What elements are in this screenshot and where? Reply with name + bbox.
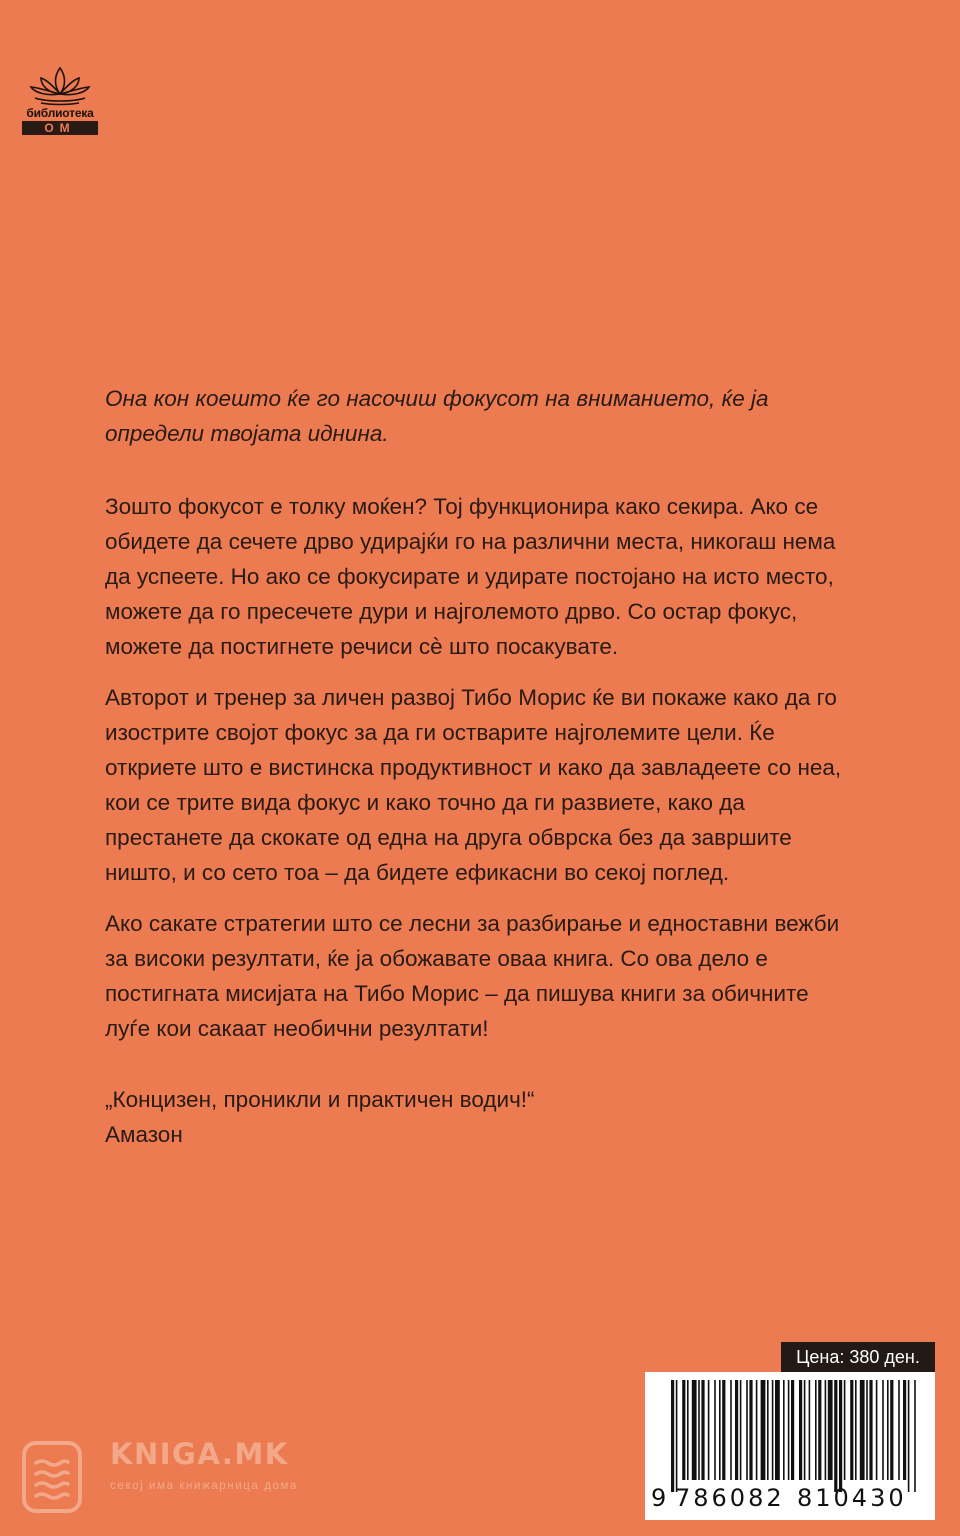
barcode-bar [839,1380,842,1492]
barcode-bar [772,1380,774,1480]
review-quote: „Концизен, проникли и практичен водич!“ [105,1087,535,1112]
series-label: ОМ [22,121,98,135]
barcode-bar [692,1380,697,1480]
book-stack-icon [22,1441,82,1513]
barcode-bar [809,1380,811,1480]
barcode-bar [908,1380,910,1492]
barcode-bar [687,1380,689,1480]
barcode-bar [735,1380,738,1480]
barcode-bar [898,1380,900,1480]
barcode-bar [825,1380,827,1480]
store-tagline: секој има книжарница дома [110,1480,299,1492]
paragraph-3: Ако сакате стратегии што се лесни за разбирање и едноставни вежби за високи резултати, ќе ја обожавате оваа книга. Со ова дело е постигната мисијата на Тибо Морис – да пишува книги за обичните луѓе кои сакаат необични резултати! [105,911,840,1041]
barcode-bar [682,1380,685,1480]
isbn-digit-first: 9 [651,1484,667,1512]
barcode-bar [722,1380,725,1480]
barcode-bar [866,1380,868,1480]
barcode-bar [761,1380,766,1480]
barcode-bar [788,1380,790,1480]
store-logo [22,1437,322,1517]
publisher-logo [22,62,98,135]
barcode-bar [746,1380,748,1480]
publisher-label: библиотека [26,106,94,120]
epigraph: Она кон коештo ќе го насочиш фокусот на вниманието, ќе ја определи твојата иднина. [105,386,769,446]
barcode-bar [799,1380,802,1480]
barcode-bar [844,1380,846,1480]
barcode-bar [882,1380,884,1480]
back-cover-text [105,381,855,1152]
barcode-bar [698,1380,700,1480]
paragraph-2: Авторот и тренер за личен развој Тибо Морис ќе ви покаже како да го изострите својот фокус за да ги остварите најголемите цели. Ќе откриете што е вистинска продуктивност и како да завладеете со неа, кои се трите вида фокус и како точно да ги развиете, како да престанете да скокате од една на друга обврска без да завршите ништо, и со сето тоа – да бидете ефикасни во секој поглед. [105,685,842,885]
barcode-bar [708,1380,710,1480]
barcode-bar [671,1380,674,1492]
barcode-bar [828,1380,833,1480]
barcode-bar [767,1380,769,1480]
barcode-bar [749,1380,752,1480]
barcode-bar [701,1380,704,1480]
barcode-bar [860,1380,865,1480]
barcode-bar [834,1380,837,1492]
barcode-bar [756,1380,758,1480]
barcode-bar [850,1380,853,1480]
review-source: Амазон [105,1122,183,1147]
barcode-bar [890,1380,893,1480]
store-brand: KNIGA.MK [110,1437,289,1471]
barcode-bar [676,1380,678,1492]
barcode-bar [775,1380,780,1480]
barcode-bar [815,1380,817,1480]
lotus-icon [23,62,97,106]
barcode-bar [791,1380,794,1480]
barcode-bar [804,1380,806,1480]
barcode-bar [730,1380,732,1480]
isbn-barcode [645,1372,935,1520]
barcode-bar [876,1380,878,1480]
isbn-digits-right: 810430 [797,1484,907,1512]
price-tag: Цена: 380 ден. [781,1342,935,1372]
paragraph-1: Зошто фокусот е толку моќен? Тој функционира како секира. Ако се обидете да сечете дрво удирајќи го на различни места, никогаш нема да успеете. Но ако се фокусирате и удирате постојано на исто место, можете да го пресечете дури и најголемото дрво. Со остар фокус, можете да постигнете речиси сè што посакувате. [105,494,836,659]
barcode-bar [903,1380,906,1480]
barcode-bar [855,1380,857,1480]
barcode-bar [783,1380,785,1480]
isbn-digits-left: 786082 [675,1484,785,1512]
barcode-bar [818,1380,821,1480]
barcode-bar [719,1380,721,1480]
barcode-bar [869,1380,872,1480]
barcode-bar [914,1380,916,1492]
barcode-bar [714,1380,716,1480]
barcode-bar [740,1380,742,1480]
barcode-bar [887,1380,889,1480]
